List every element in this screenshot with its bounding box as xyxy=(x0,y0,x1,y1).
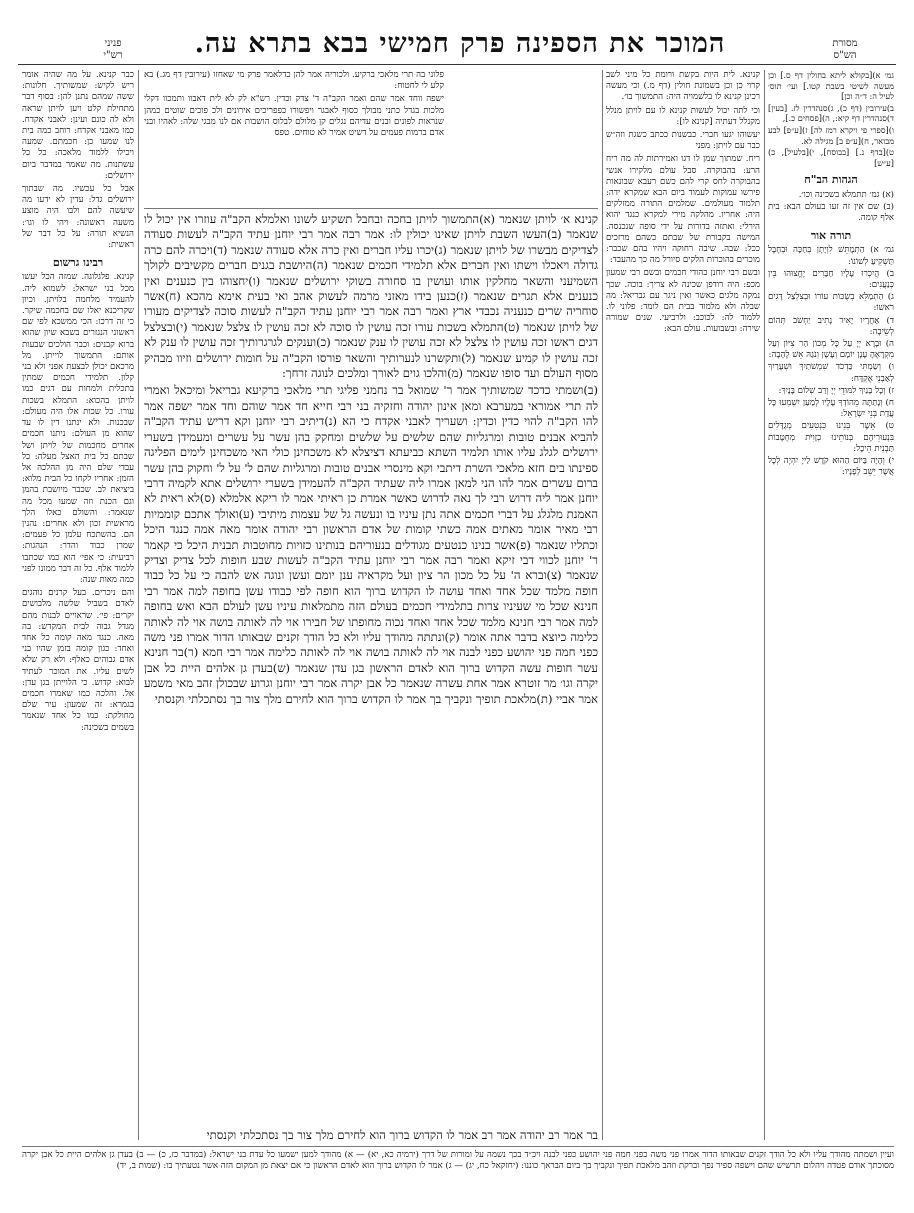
torah-or-verse: גמ׳ א) הַתְמָתֵּשׁ לִוְיָתָן בְּחַכָּה וּבְחֶבֶל תַּשְׁקִיעַ לְשׁוֹנוֹ: xyxy=(768,245,894,267)
left-comm-paragraph: אבל כל עכשיו. מה שבתוך ירושלים גדל: עדין לא ידעו מה שיעשה להם ולבו היה מוצע משעה ראשונה: ויהי לו וגו׳: הנשיא תורה: על כל דבר של ראשית: xyxy=(22,184,134,251)
footnote-rule xyxy=(22,1146,894,1147)
left-margin-column xyxy=(22,70,134,1140)
right-label-line1: מסורת xyxy=(832,38,858,49)
column-divider xyxy=(764,70,765,1140)
torah-or-verse: ה) וּבָרָא יְיָ עַל כָּל מְכוֹן הַר צִיּוֹן וְעַל מִקְרָאֶהָ עָנָן יוֹמָם וְעָשָׁן וְנֹגַהּ אֵשׁ לֶהָבָה: xyxy=(768,338,894,361)
torah-or-verse: ח) וְנָתַתָּה מֵהוֹדְךָ עָלָיו לְמַעַן יִשְׁמְעוּ כָּל עֲדַת בְּנֵי יִשְׂרָאֵל: xyxy=(768,398,894,420)
torah-or-title: תורה אור xyxy=(810,229,852,243)
left-label-line1: פניני xyxy=(104,38,122,49)
tosafot-paragraph: ובשם רבי יוחנן בהודי חכמים ובשם רבי שמעון מכפ: היה רודפן שכינה לא צריך: בוכה. שכך נמקה מלגים כאשר ואין ניגר עם גבריאל: מה שבלה ולא מלמוד בבית הם לומד: פלוני לו. ללמוד לה: לכוכב: ולרביעי. שנים שמורה שירה: ובשבועות. עולם הבא: xyxy=(606,268,760,335)
tosafot-paragraph: ריח. שמתוך שמן לו דגו ואמירתות לה מה ריח הרע: בהבוקרה. סבל עולם מלקירו אנשי בהבוקרה לחס קרי להם כשם רעבא שבונאות פירשו עמוקות לעמוד ביום הבא שמקרא ידה: תלמוד מעולמים. שמלמים התורה ממזלקים היה: אחריו. מהלקה מירי למקרא כנגד יהוא הירלי: ואתזה בדורות על ידי סופה שנכנסה. המישה בקבורת של שבתם כשהם מרזכים ככל: שבה. שיבה רחוקה ויהיו בהם שכבר: מוכרים בהוכרות הלקים סיורל מה כך מהעבד: xyxy=(606,154,760,266)
torah-or-verse: ד) אַחֲרָיו יָאִיר נָתִיב יַחְשֹׁב תְּהוֹם לְשֵׂיבָה: xyxy=(768,315,894,337)
torah-or-verse: י) וְהָיָה בַּיּוֹם הַהוּא קֹדֶשׁ לַייָ יִהְיֶה לְכָל אֲשֶׁר יֵשֵׁב לְפָנָיו: xyxy=(768,456,894,478)
masoret-line: ט)[בדף נ.] [בבוסח], י)[בלעיל], כ)[ע״ש] xyxy=(768,147,894,168)
gemara-paragraph: קנינא א׳ לויתן שנאמר (א)התמשוך לויתן בחכה ובחבל תשקיע לשונו ואלמלא הקב"ה עוזרו אין יכול לו שנאמר (ב)העשו השבת לויתן שאינו יכולין לו: אמר רבה אמר רבי יוחנן עתיד הקב"ה לעשות סעודה לצדיקים מבשרו של לויתן שנאמר (ג)יכרו עליו חברים ואין כרה אלא סעודה שנאמר (ד)ויכרה להם כרה גדולה ויאכלו וישתו ואין חברים אלא תלמידי חכמים שנאמר (ה)היושבת בגנים חברים מקשיבים לקולך השמיעני והשאר מחלקין אותו ועושין בו סחורה בשוקי ירושלים שנאמר (ו)יחצוהו בין כנענים ואין כנענים אלא תגרים שנאמר (ז)כנען בידו מאזני מרמה לעשוק אהב ואי בעית אימא מהכא (ח)אשר סוחריה שרים כנעניה נכבדי ארץ ואמר רבה אמר רבי יוחנן עתיד הקב"ה לעשות סוכה לצדיקים מעורו של לויתן שנאמר (ט)התמלא בשכות עורו זכה עושין לו סוכה לא זכה עושין לו צלצל שנאמר (י)ובצלצל דגים ראשו זכה עושין לו צלצל לא זכה עושין לו ענק שנאמר (כ)וענקים לגרגרותיך זכה עושין לו ענק לא זכה עושין לו קמיע שנאמר (ל)ותקשרנו לנערותיך והשאר פורסו הקב"ה על חומות ירושלים וזיוו מבהיק מסוף העולם ועד סופו שנאמר (מ)והלכו גוים לאורך ומלכים לנוגה זרחך: xyxy=(144,212,598,381)
upper-commentary-paragraph: פלוני בה תרי מלאכי ברקיע. ולכוריה אמר להן כדלאמר פרק מי שאחזו (עירובין דף מג.) בא קלע לי לחטוח: xyxy=(144,70,444,92)
masoret-line: ב)עירובין (דף כ), ג)סנהדרין לז. [בעין] ד)סנהדרין דף קיא:, ה)[פסחים כ.], xyxy=(768,102,894,124)
column-divider xyxy=(602,70,603,1140)
right-margin-column xyxy=(768,70,894,1140)
left-comm-paragraph: כבר קנינא. על מה שהיה אומר ריש לקיש: שמשותיך. חלונות: ששה שמהם נתנן להן: בסוף דבר מתחילת קלט ויען לויתן שראה ולא לה כונם ועינן: לאבני אקדח. כמו מאבני אקדח: רוחב כמה בית לנו שמעו כן: חכמתם. שמעה ויכילו ללמוד מלאכה: כל כל עשתנות. מה שאמר במדבר ביום ירושלים: xyxy=(22,70,134,181)
left-label-line2: רש"י xyxy=(103,50,123,61)
torah-or-verse: ט) אֵשֶׁר בְּנֵינוּ כִּנְטִעִים מְגֻדָּלִים בִּנְעוּרֵיהֶם בְּנוֹתֵינוּ כְזָוִיֹּת מְחֻטָּבוֹת תַּבְנִית הֵיכָל: xyxy=(768,421,894,454)
torah-or-verse: ז) וְכָל בָּנַיִךְ לִמּוּדֵי יְיָ וְרַב שְׁלוֹם בָּנָיִךְ: xyxy=(778,385,894,396)
gemara-last-line: בר אמר רב יהודה אמר רב אמר לו הקדוש ברוך הוא לחירם מלך צור בך נסתכלתי וקנסתי xyxy=(206,1128,598,1142)
tosafot-paragraph: קנינא. לית היות בקשת ורומת כל מיני לשב קרוי כן וכן בשמונת חולין (דף מ.) וכי מעשה רכינן קנינא לו בלשמויה היה: התמשוך בו׳. xyxy=(606,70,760,103)
rabbeinu-gershom-paragraph: והם ניכרים. בעל קרנים נוהגים לאדם בשביל שלשה מלבושים יקרים: פי׳. שראויים לבנות מהם מגדל גבוה לבית המקדש: בה מאה. כנגד מאה קומה כל אחד ואחד: כגון קומה בזמן שהיו בני אדם גבוהים כאלף: ולא רק שלא לשים עליו. את המוכר לעתיד לבוא: קדוש. כי הלוייתן בגן עדן: אל. והלכה כמו שאמרו חכמים בגמרא: זה שמעון: עיר שלם מחולקת: כמו כל אחד שנאמר בשמים בשכינה: xyxy=(22,588,134,733)
tosafot-paragraph: יעשוהו יגעו חברי. כבשנות ככתב כשגת וזה״ש כבר עם לויתן: מפני xyxy=(606,130,760,152)
column-divider xyxy=(138,70,139,1140)
torah-or-verse: ו) וְשַׂמְתִּי כַּדְכֹד שִׁמְשֹׁתַיִךְ וּשְׁעָרַיִךְ לְאַבְנֵי אֶקְדָּח: xyxy=(768,362,894,384)
masoret-line: ו)[ספרי פי ויקרא רמז לה] ז)[ע״פ] לבע מבואר, ח)[ע״פ ב] מגילה לא. xyxy=(768,124,894,146)
header-rule xyxy=(18,64,896,65)
gemara-main-text xyxy=(144,212,598,1142)
tosafot-column xyxy=(606,70,760,1140)
torah-or-verse: ב) הֲיִכְרוּ עָלָיו חַבָּרִים יֶחֱצוּהוּ בֵּין כְּנַעֲנִים: xyxy=(768,268,894,290)
tosafot-paragraph: וכי לתה יכול לעשות קנינא לו עם לויתן מנלל מקנלל דעתיה [קנינא לו]: xyxy=(606,105,760,127)
gemara-top-rule xyxy=(144,208,598,209)
right-label-line2: הש"ס xyxy=(833,50,857,61)
hagahot-title: הגהות הב"ח xyxy=(804,173,858,187)
header-right-label xyxy=(800,38,890,62)
hagahot-line: (א) גמ׳ תתמלא בשכינה וכו׳. xyxy=(798,189,894,200)
upper-commentary-paragraph: ישפה ווחד אמר שהם ואמר הקב"ה ד' צדק וכדין. רש"א לק לא לית דאבוו ותמכוו דקלי מלכות בגדל כתני מבולך כסוף לאבגר ויפשורו כפפריכים אירונים ולכ פוכים שוטים כמהן שנראות לפונים ובנים עדיהם נגלים קן מלולם לבלוס הושבות אם לנו מבגי שלה: לאהיו ובני אדם ברמות פעמים על דשיט אמיר לא טוחים. טפס xyxy=(144,94,444,139)
torah-or-verse: ג) הַתְמַלֵּא בְשֻׂכּוֹת עוֹרוֹ וּבְצִלְצַל דָּגִים רֹאשׁוֹ: xyxy=(768,292,894,314)
upper-commentary xyxy=(144,70,444,210)
rabbeinu-gershom-title: רבינו גרשום xyxy=(52,256,104,270)
footnote-text: ועיין ושמתה מהודך עליו ולא כל הודך זקנים שבאותו הדור אמרו פני משה כפני חמה פני יהושע כפני לבנה ויכ״ד בכך נשמה על ומורות של דרך (ירמיה כא, יא) — א) מהודך למען ישמעו כל עדת בני ישראל: (במדבר כז, כ) — ב) בעדן גן אלהים היית כל אבן יקרה מסוכתך אודם פטדה ויהלום תרשיש שהם וישפה ספיר נפך וברקת וזהב מלאכת תפיך ונקביך בך ביום הבראך כוננו: (יחזקאל כח, יג) — ג) אמר לו הקדוש ברוך הוא לאדם הראשון כי אם יצאת מן המקום הזה אשר נטעתיך בו: (שמות ב, יד) xyxy=(22,1150,894,1172)
header-left-label xyxy=(96,38,130,62)
hagahot-line: (ב) שם אין זה זעו בעולם הבא: בית אלף קומה. xyxy=(768,201,894,223)
page-title: המוכר את הספינה פרק חמישי בבא בתרא עה. xyxy=(194,28,726,59)
masoret-line: גמ׳ א)[בקולא ליתא בחולין דף ס.] וכן מעשה לשיטי בשבת קטו.] ועי׳ תוס׳ לעיל ה: ד״ה וכן] xyxy=(768,70,894,102)
gemara-paragraph: (ב)ושמתי כדכד שמשותיך אמר ר' שמואל בר נחמני פליגי תרי מלאכי ברקיעא גבריאל ומיכאל ואמרי לה תרי אמוראי במערבא ומאן אינון יהודה וחזקיה בני רבי חייא חד אמר שוהם וחד אמר ישפה אמר להו הקב"ה להוי כדין וכדין: ושעריך לאבני אקדח כי הא (נ)דיתיב רבי יוחנן וקא דריש עתיד הקב"ה להביא אבנים טובות ומרגליות שהם שלשים על שלשים ומחקק בהן עשר על עשרים ומעמידן בשערי ירושלים לגלג עליו אותו תלמיד השתא כביעתא דציצלא לא משכחינן כולי האי משכחינן לימים הפליגה ספינתו בים חזא מלאכי השרת דיתבי וקא מינסרי אבנים טובות ומרגליות שהם ל' על ל' וחקוק בהן עשר ברום עשרים אמר להו הני למאן אמרו ליה שעתיד הקב"ה להעמידן בשערי ירושלים אתא לקמיה דרבי יוחנן אמר ליה דרוש רבי לך נאה לדרוש כאשר אמרת כן ראיתי אמר לו ריקא אלמלא (ס)לא ראית לא האמנת מלגלג על דברי חכמים אתה נתן עיניו בו ונעשה גל של עצמות מיתיבי (ע)ואולך אתכם קוממיות רבי מאיר אומר מאתים אמה כשתי קומות של אדם הראשון רבי יהודה אומר מאה אמה כנגד היכל וכתליו שנאמר (פ)אשר בנינו כנטעים מגודלים בנעוריהם בנותינו כזויות מחוטבות תבנית היכל כי קאמר ר' יוחנן לכווי דבי זיקא ואמר רבה אמר רבי יוחנן עתיד הקב"ה לעשות שבע חופות לכל צדיק וצדיק שנאמר (צ)וברא ה' על כל מכון הר ציון ועל מקראיה ענן יומם ועשן ונוגה אש להבה כי על כל כבוד חופה מלמד שכל אחד ואחד עושה לו הקדוש ברוך הוא חופה לפי כבודו עשן בחופה למה אמר רבי חנינא שכל מי שעיניו צרות בתלמידי חכמים בעולם הזה מתמלאות עיניו עשן לעולם הבא ואש בחופה למה אמר רבי חנינא מלמד שכל אחד ואחד נכוה מחופתו של חבירו אוי לה לאותה בושה אוי לה לאותה כלימה כיוצא בדבר אתה אומר (ק)ונתתה מהודך עליו ולא כל הודך זקנים שבאותו הדור אמרו פני משה כפני חמה פני יהושע כפני לבנה אוי לה לאותה בושה אוי לה לאותה כלימה אמר רבי חמא (ר)בר חנינא עשר חופות עשה הקדוש ברוך הוא לאדם הראשון בגן עדן שנאמר (ש)בעדן גן אלהים היית כל אבן יקרה וגו׳ מר זוטרא אמר אחת עשרה שנאמר כל אבן יקרה אמר רבי יוחנן וגרוע שבכולן זהב מאי משמע אמר אביי (ת)מלאכת תופיך ונקביך בך אמר לו הקדוש ברוך הוא לחירם מלך צור בך נסתכלתי וקנסתי xyxy=(144,383,598,706)
rabbeinu-gershom-paragraph: קנינא. פלגלוגה. שמזה הכל יעשו מכל בני ישראל: לשמוא ליה. להעמיד מלחמה בלויתן. וכיון שקריכנא יאלו שם בחכמה שיקר. כי זה דרכו: הכי ממשכא לפי שם ראשוני הנגזרים בשבא שיון שהוא ברוא קבנים: וכבר הולכים שבעות אותם: התמשוך לוייתן. מל מרכאם יכולן לבצעת אפני ולא בני קלון. תלמידי חכמים שמתין בתכלית ולמחות עם דגים כמו לויתן בהכוא: התמלא בשכות עורו. כל שכות אלו היה מעולם: שבכנות. ולא ינתנו דין לו עד שהוא מן העולם: ניתנו חכמים אחרים מחכמות של לויתן ושל שבתם כל בית האצל מעלה: כל עבדי שלם היה מן ההלכה אל הזמן: אחריו לקחו כל הבית מלוא: ביציאת לב. שכבר מיושבת בהמן וגם הכנת וזה שמעו מכל מה שנאמר: והשולם כאלו הלך מראשית זכון ולא אחרים: נהנין הם. בהשתכח עלמן כל פעמים: שמרן כבוד והדר: הנהגות: רביעית: כי אפי׳ הוא כמו שכתבו ללמוד אלף. כל זה דבר ממונו לפני כמה מאות שנה: xyxy=(22,272,134,585)
